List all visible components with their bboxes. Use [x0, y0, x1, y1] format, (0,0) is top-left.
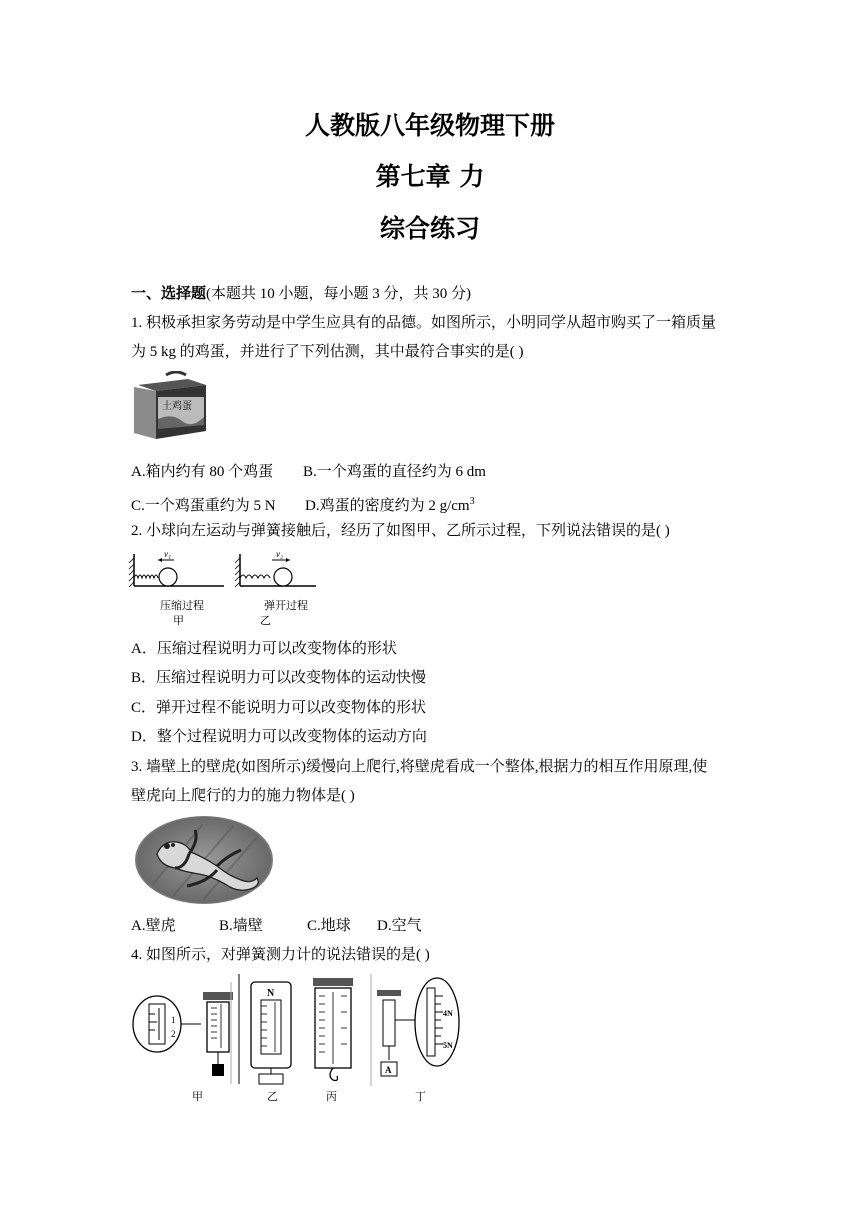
q1-option-b[interactable]: B.一个鸡蛋的直径约为 6 dm — [303, 464, 486, 480]
q3-option-a[interactable]: A.壁虎 — [131, 918, 176, 934]
v1-label: v₁ — [164, 549, 172, 559]
caption-fig-jia: 甲 — [192, 1090, 203, 1103]
q3-options — [131, 916, 422, 936]
q1-line1: 1. 积极承担家务劳动是中学生应具有的品德。如图所示，小明同学从超市购买了一箱质量 — [131, 315, 717, 331]
q1-option-d[interactable] — [305, 492, 475, 516]
scale-tick-1: 1 — [171, 1015, 176, 1025]
caption-yi: 乙 — [260, 614, 271, 627]
v2-label: v₂ — [276, 549, 284, 559]
q1-options-ab — [131, 462, 486, 482]
q1-line2: 为 5 kg 的鸡蛋，并进行了下列估测，其中最符合事实的是( ) — [131, 344, 524, 360]
q3-option-c[interactable]: C.地球 — [307, 918, 351, 934]
q2-option-b[interactable]: B．压缩过程说明力可以改变物体的运动快慢 — [131, 670, 427, 686]
caption-fig-bing: 丙 — [326, 1090, 337, 1103]
q3-line1: 3. 墙壁上的壁虎(如图所示)缓慢向上爬行,将壁虎看成一个整体,根据力的相互作用原理,使 — [131, 759, 708, 775]
chapter-title: 第七章 力 — [375, 162, 485, 191]
caption-fig-ding: 丁 — [415, 1090, 426, 1103]
q2-option-a[interactable]: A．压缩过程说明力可以改变物体的形状 — [131, 641, 397, 657]
q3-option-d[interactable]: D.空气 — [377, 918, 422, 934]
label-a: A — [385, 1065, 392, 1075]
q2-option-c[interactable]: C．弹开过程不能说明力可以改变物体的形状 — [131, 700, 427, 716]
scale-tick-2: 2 — [171, 1029, 176, 1039]
page-title: 人教版八年级物理下册 — [304, 111, 555, 140]
section-header — [131, 283, 471, 304]
egg-box-label: 土鸡蛋 — [162, 401, 192, 412]
gecko-figure — [133, 814, 275, 906]
q1-options-cd — [131, 492, 475, 516]
spring-scale-figure — [131, 974, 463, 1086]
q1-option-a[interactable]: A.箱内约有 80 个鸡蛋 — [131, 464, 274, 480]
label-5n: 5N — [443, 1041, 453, 1050]
caption-jia: 甲 — [173, 614, 184, 627]
q1-option-c[interactable]: C.一个鸡蛋重约为 5 N — [131, 498, 276, 514]
spring-ball-figure — [128, 548, 318, 592]
q3-line2: 壁虎向上爬行的力的施力物体是( ) — [131, 788, 355, 804]
q1-option-d-text: D.鸡蛋的密度约为 2 g/cm — [305, 498, 470, 514]
q1-option-d-sup: 3 — [469, 496, 475, 507]
caption-release: 弹开过程 — [264, 599, 308, 612]
label-n: N — [267, 988, 275, 999]
q2-line1: 2. 小球向左运动与弹簧接触后，经历了如图甲、乙所示过程，下列说法错误的是( ) — [131, 523, 670, 539]
section-title: 综合练习 — [379, 214, 480, 243]
section-label: 一、选择题 — [131, 284, 207, 302]
caption-fig-yi: 乙 — [267, 1090, 278, 1103]
q4-line1: 4. 如图所示，对弹簧测力计的说法错误的是( ) — [131, 947, 430, 963]
label-4n: 4N — [443, 1009, 453, 1018]
q2-option-d[interactable]: D．整个过程说明力可以改变物体的运动方向 — [131, 729, 427, 745]
caption-compress: 压缩过程 — [160, 599, 204, 612]
q3-option-b[interactable]: B.墙壁 — [219, 918, 263, 934]
egg-box-figure — [132, 371, 212, 445]
section-desc: (本题共 10 小题，每小题 3 分，共 30 分) — [206, 286, 472, 302]
